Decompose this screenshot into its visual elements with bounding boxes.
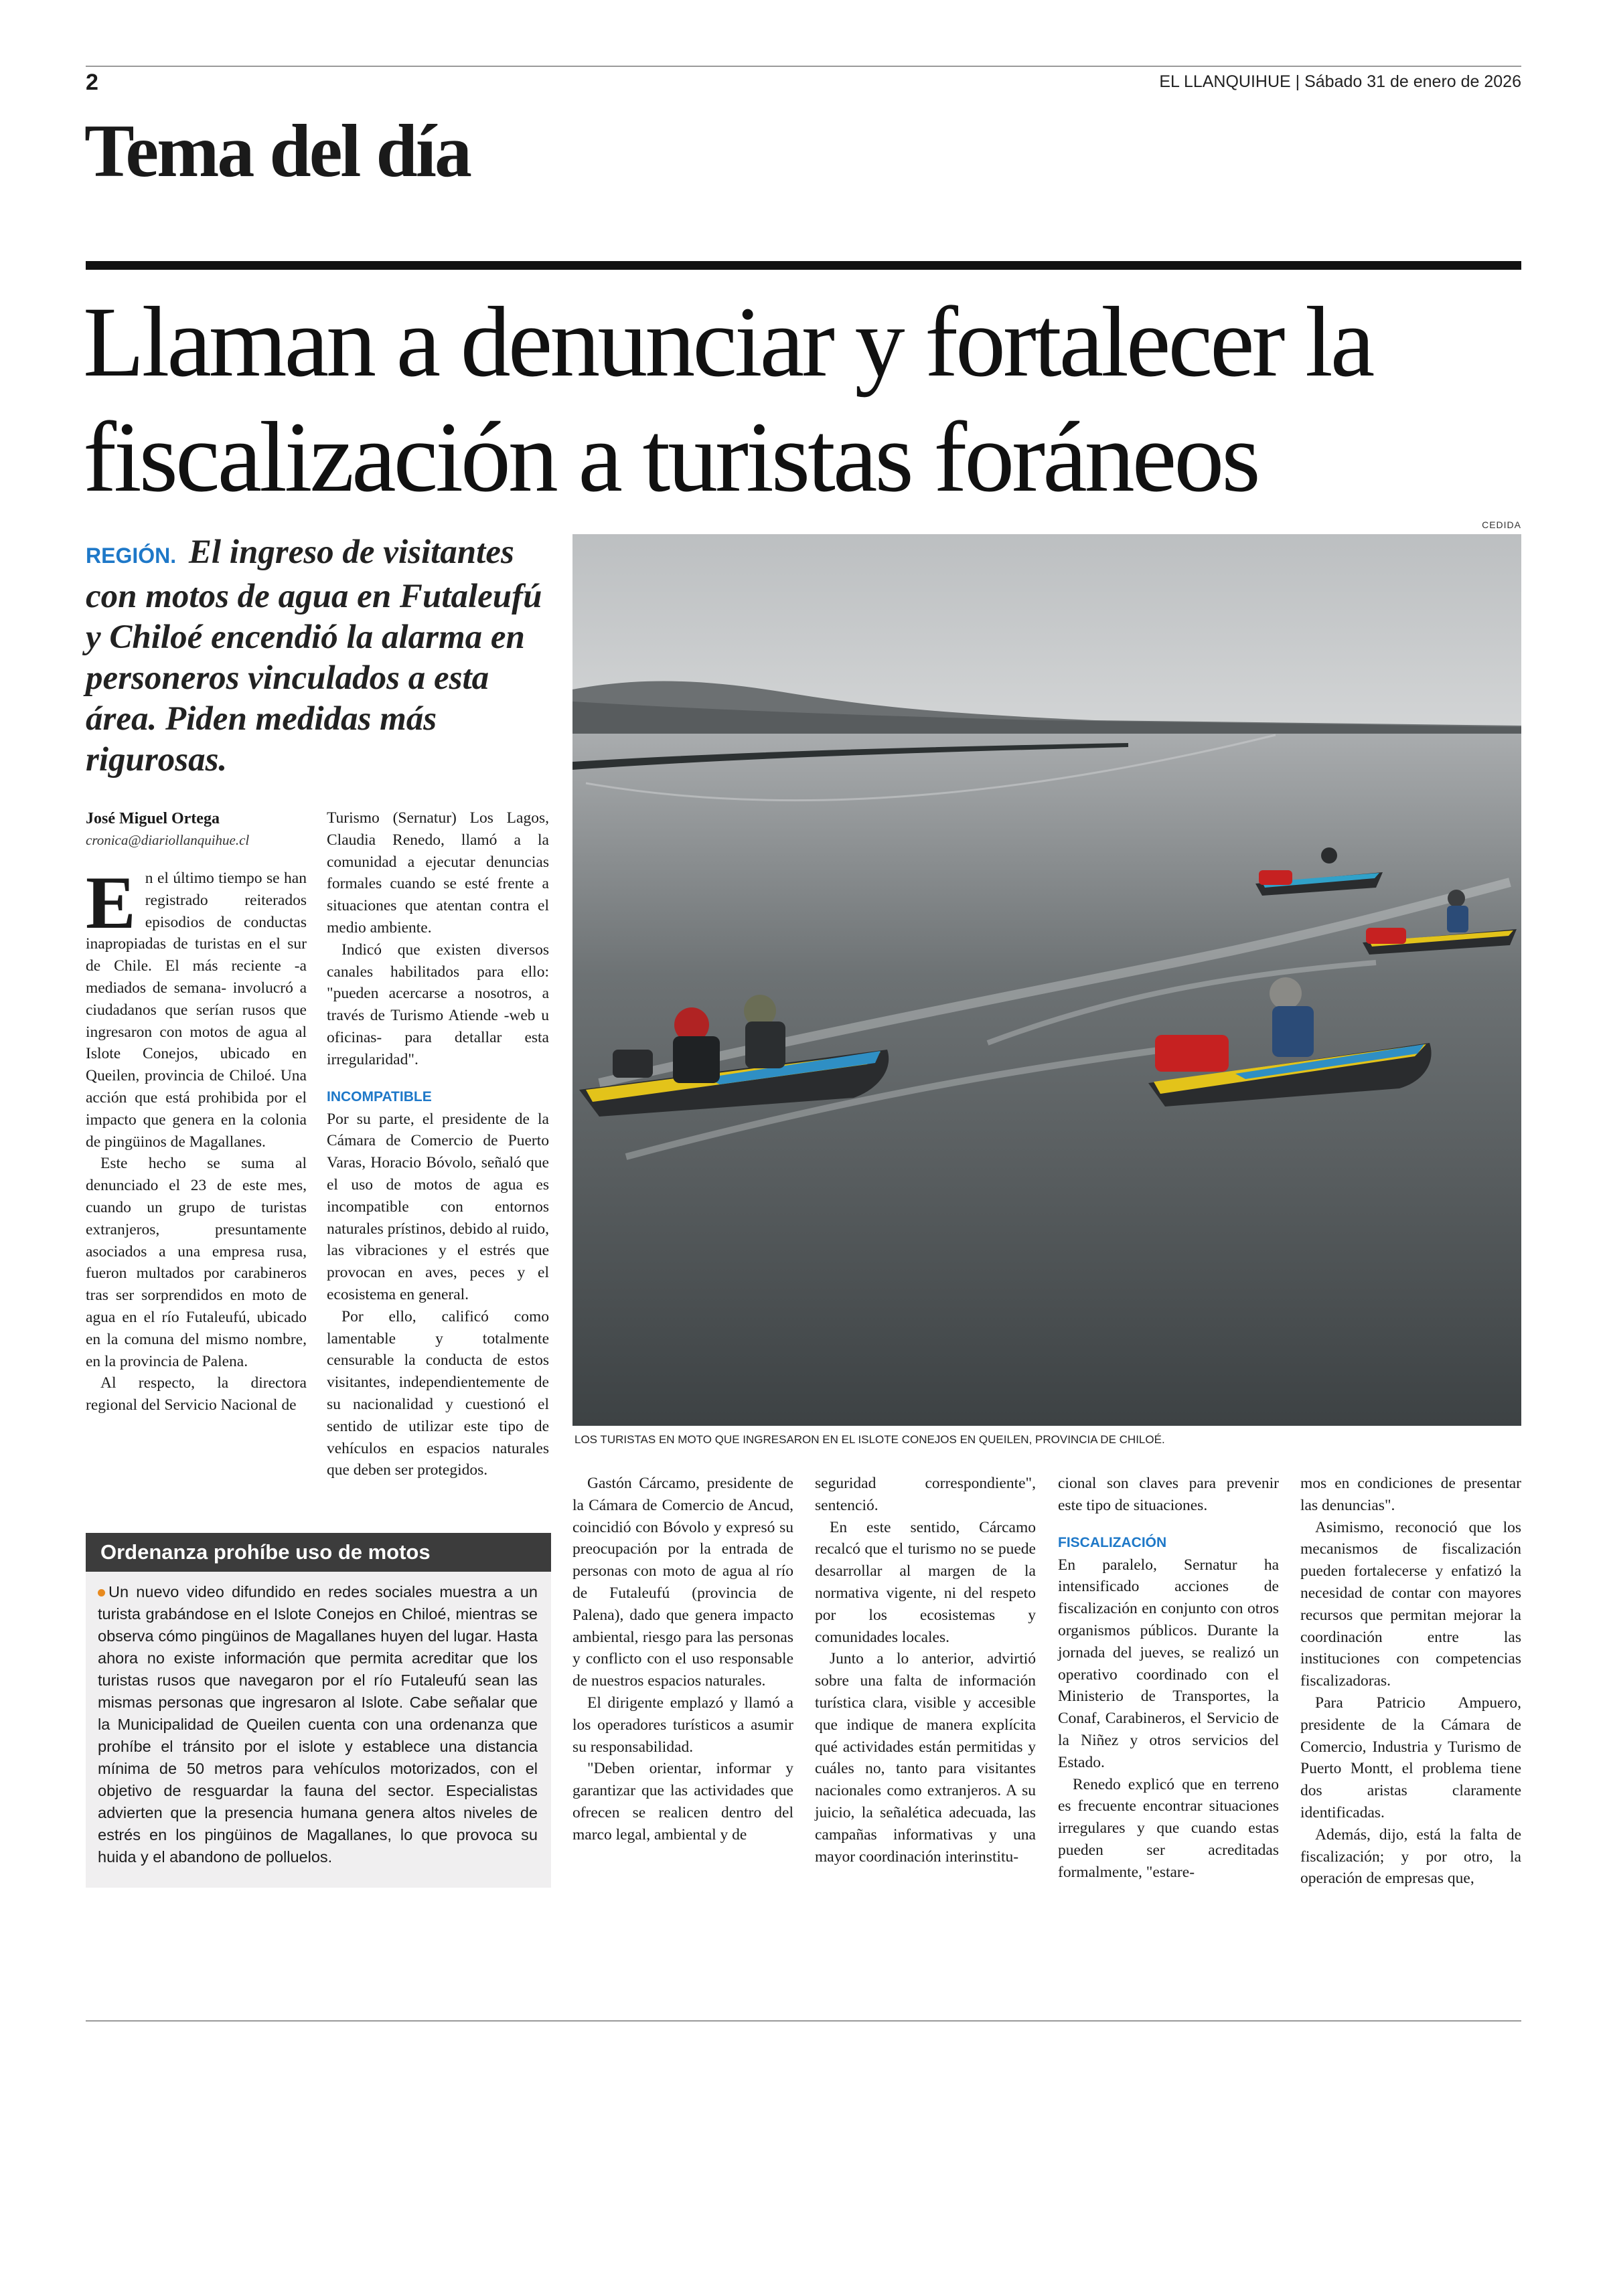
paragraph: Turismo (Sernatur) Los Lagos, Claudia Renedo, llamó a la comunidad a ejecutar denuncias formales cuando se esté frente a situaciones que atentan contra el medio ambiente.	[327, 809, 549, 936]
section-title: Tema del día	[84, 110, 470, 193]
paragraph: En paralelo, Sernatur ha intensificado acciones de fiscalización en conjunto con otros organismos públicos. Durante la jornada del jueves, se realizó un operativo coordinado con el Ministerio de Transportes, la Conaf, Carabineros, el Servicio de la Niñez y otros servicios del Estado.	[1058, 1556, 1279, 1771]
sidebar-body: Un nuevo video difundido en redes sociales muestra a un turista grabándose en el Islote Conejos en Chiloé, mientras se observa cómo pingüinos de Magallanes huyen del lugar. Hasta ahora no existe información que permita acreditar que los turistas rusos que navegaron por el río Futaleufú sean las mismas personas que ingresaron al Islote. Cabe señalar que la Municipalidad de Queilen cuenta con una ordenanza que prohíbe el tránsito por el islote y establece una distancia mínima de 50 metros para vehículos motorizados, con el objetivo de resguardar la fauna del sector. Especialistas advierten que la presencia humana genera altos niveles de estrés en los pingüinos de Magallanes, lo que provoca su huida y el abandono de polluelos.	[98, 1583, 538, 1866]
masthead-date: EL LLANQUIHUE | Sábado 31 de enero de 2026	[1159, 72, 1521, 91]
lead-text: El ingreso de visitantes con motos de agua en Futaleufú y Chiloé encendió la alarma en personeros vinculados a esta área. Piden medidas más rigurosas.	[86, 534, 542, 778]
byline-author: José Miguel Ortega	[86, 810, 220, 827]
paragraph: Además, dijo, está la falta de fiscalización; y por otro, la operación de empresas que,	[1300, 1825, 1521, 1888]
paragraph: Renedo explicó que en terreno es frecuente encontrar situaciones irregulares y que cuando estas pueden ser acreditadas formalmente, "estare-	[1058, 1775, 1279, 1881]
photo-credit: CEDIDA	[1482, 519, 1521, 530]
sidebar-box	[86, 1533, 551, 1888]
headline: Llaman a denunciar y fortalecer la fiscalización a turistas foráneos	[83, 286, 1373, 513]
paragraph: Indicó que existen diversos canales habilitados para ello: "pueden acercarse a nosotros, a través de Turismo Atiende -web u oficinas- para detallar esta irregularidad".	[327, 940, 549, 1068]
byline-email: cronica@diariollanquihue.cl	[86, 832, 250, 848]
photo-caption: LOS TURISTAS EN MOTO QUE INGRESARON EN EL ISLOTE CONEJOS EN QUEILEN, PROVINCIA DE CHILOÉ.	[575, 1433, 1165, 1446]
page-number: 2	[86, 70, 98, 95]
headline-rule	[86, 261, 1521, 270]
bottom-rule	[86, 2020, 1521, 2022]
drop-cap: E	[86, 862, 136, 945]
bullet-icon	[98, 1589, 105, 1596]
column-1	[86, 807, 307, 1416]
column-5	[1058, 1473, 1279, 1884]
column-2	[327, 807, 549, 1481]
paragraph: cional son claves para prevenir este tipo de situaciones.	[1058, 1475, 1279, 1514]
paragraph: Gastón Cárcamo, presidente de la Cámara de Comercio de Ancud, coincidió con Bóvolo y expresó su preocupación por la entrada de personas con moto de agua al río de Futaleufú (provincia de Palena), dado que genera impacto ambiental, riesgo para las personas y conflicto con el uso responsable de nuestros espacios naturales.	[572, 1475, 793, 1690]
column-3	[572, 1473, 793, 1846]
jet-ski-photo	[572, 534, 1521, 1426]
sidebar-title: Ordenanza prohíbe uso de motos	[86, 1533, 551, 1572]
paragraph: El dirigente emplazó y llamó a los operadores turísticos a asumir su responsabilidad.	[572, 1694, 793, 1756]
paragraph: Asimismo, reconoció que los mecanismos de fiscalización pueden fortalecerse y enfatizó la necesidad de contar con mayores recursos que permitan mejorar la coordinación entre las instituciones con competencias fiscalizadoras.	[1300, 1518, 1521, 1690]
paragraph: "Deben orientar, informar y garantizar que las actividades que ofrecen se realicen dentro del marco legal, ambiental y de	[572, 1760, 793, 1843]
paragraph: mos en condiciones de presentar las denuncias".	[1300, 1475, 1521, 1514]
paragraph: En este sentido, Cárcamo recalcó que el turismo no se puede desarrollar al margen de la normativa vigente, ni del respeto por los ecosistemas y comunidades locales.	[815, 1518, 1036, 1646]
article-photo	[572, 534, 1521, 1426]
lead-paragraph	[86, 532, 554, 781]
paragraph: Este hecho se suma al denunciado el 23 de este mes, cuando un grupo de turistas extranjeros, presuntamente asociados a una empresa rusa, fueron multados por carabineros tras ser sorprendidos en moto de agua en el río Futaleufú, ubicado en la comuna del mismo nombre, en la provincia de Palena.	[86, 1155, 307, 1370]
paragraph: Al respecto, la directora regional del Servicio Nacional de	[86, 1374, 307, 1414]
paragraph: Junto a lo anterior, advirtió sobre una falta de información turística clara, visible y accesible que indique de manera explícita qué actividades están permitidas y cuáles no, tanto para visitantes nacionales como extranjeros. A su juicio, la señalética adecuada, las campañas informativas y una mayor coordinación interinstitu-	[815, 1650, 1036, 1866]
subheading-fiscalizacion: FISCALIZACIÓN	[1058, 1534, 1167, 1550]
paragraph: Por su parte, el presidente de la Cámara de Comercio de Puerto Varas, Horacio Bóvolo, señaló que el uso de motos de agua es incompatible con entornos naturales prístinos, debido al ruido, las vibraciones y el estrés que provocan en aves, peces y el ecosistema en general.	[327, 1110, 549, 1303]
paragraph: Por ello, calificó como lamentable y totalmente censurable la conducta de estos visitantes, independientemente de su nacionalidad y cuestionó el sentido de utilizar este tipo de vehículos en espacios naturales que deben ser protegidos.	[327, 1307, 549, 1479]
subheading-incompatible: INCOMPATIBLE	[327, 1088, 432, 1104]
top-rule	[86, 66, 1521, 67]
column-6	[1300, 1473, 1521, 1890]
column-4	[815, 1473, 1036, 1868]
paragraph: seguridad correspondiente", sentenció.	[815, 1475, 1036, 1514]
lead-tag: REGIÓN.	[86, 544, 177, 568]
paragraph: Para Patricio Ampuero, presidente de la Cámara de Comercio, Industria y Turismo de Puerto Montt, el problema tiene dos aristas claramente identificadas.	[1300, 1694, 1521, 1821]
paragraph: En el último tiempo se han registrado reiterados episodios de conductas inapropiadas de turistas en el sur de Chile. El más reciente -a mediados de semana- involucró a ciudadanos que serían rusos que ingresaron con motos de agua al Islote Conejos, ubicado en Queilen, provincia de Chiloé. Una acción que está prohibida por el impacto que genera en la colonia de pingüinos de Magallanes.	[86, 862, 307, 1151]
